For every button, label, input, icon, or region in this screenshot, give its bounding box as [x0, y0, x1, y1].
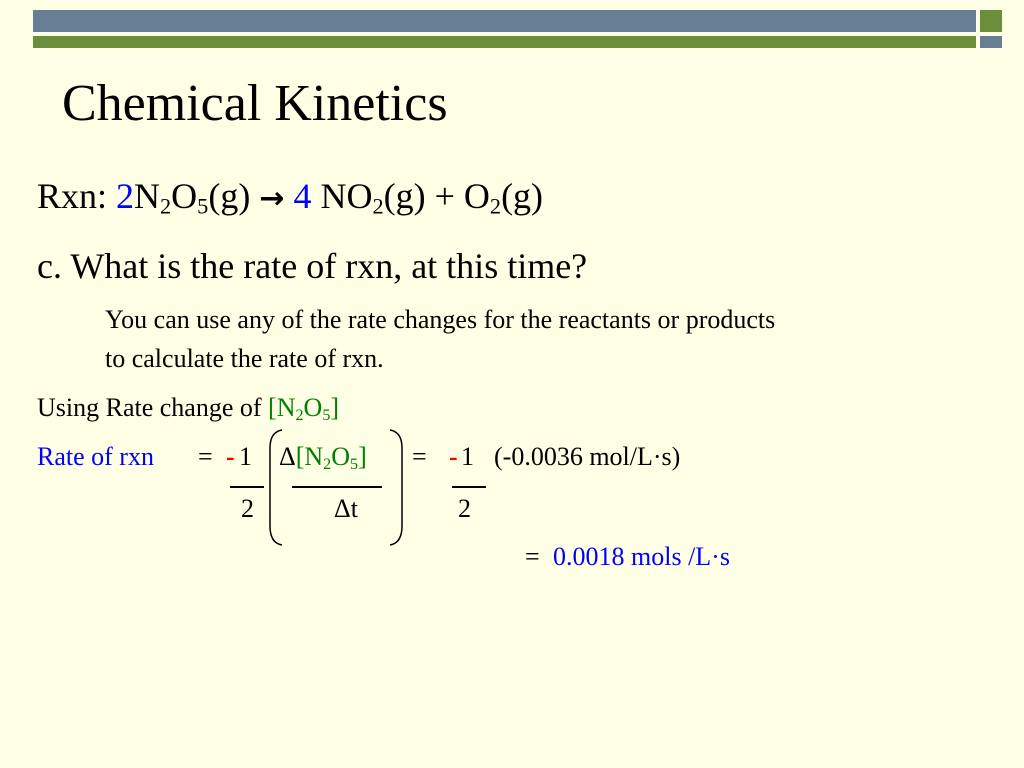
plus-sign: +: [434, 176, 455, 216]
product2: O: [463, 176, 490, 216]
reactant-phase: (g): [208, 176, 251, 216]
product1-phase: (g): [383, 176, 426, 216]
product1: NO: [320, 176, 373, 216]
using-species: $[N_2O_5]$: [268, 393, 340, 425]
question-text: c. What is the rate of rxn, at this time?: [37, 246, 588, 286]
rate-value: (-0.0036 mol/L·s): [494, 442, 681, 471]
reactant-o: O: [171, 176, 198, 216]
numerator-1: 1: [239, 442, 252, 471]
note-line-1: You can use any of the rate changes for the reactants or products: [105, 305, 776, 334]
reactant-n: N: [134, 176, 161, 216]
denominator-dt: Δt: [334, 494, 358, 523]
conc-species: $[N_2O_5]$: [295, 442, 367, 474]
reaction-coef1: 2: [116, 176, 135, 216]
denominator-2: 2: [458, 494, 471, 523]
slide-title: Chemical Kinetics: [62, 75, 448, 132]
reaction-prefix: Rxn:: [37, 176, 108, 216]
result-value: 0.0018 mols /L·s: [553, 542, 730, 571]
equation-equals: =: [198, 442, 213, 471]
denominator-1: 2: [241, 494, 254, 523]
equation-label: Rate of rxn: [37, 442, 154, 471]
reactant-sub2: 5: [197, 193, 209, 219]
neg-sign-1: -: [226, 442, 235, 471]
using-text: Using Rate change of: [37, 393, 269, 422]
note-line-2: to calculate the rate of rxn.: [105, 344, 384, 373]
product2-phase: (g): [501, 176, 544, 216]
numerator-2: 1: [461, 442, 474, 471]
product2-sub: 2: [489, 193, 502, 219]
delta-symbol: Δ: [279, 442, 296, 471]
arrow-icon: →: [259, 181, 285, 216]
result-equals: =: [525, 542, 540, 571]
reactant-sub1: 2: [160, 193, 172, 219]
product1-sub: 2: [372, 193, 384, 219]
neg-sign-2: -: [449, 442, 458, 471]
equation-equals-2: =: [412, 442, 427, 471]
reaction-coef2: 4: [293, 176, 312, 216]
